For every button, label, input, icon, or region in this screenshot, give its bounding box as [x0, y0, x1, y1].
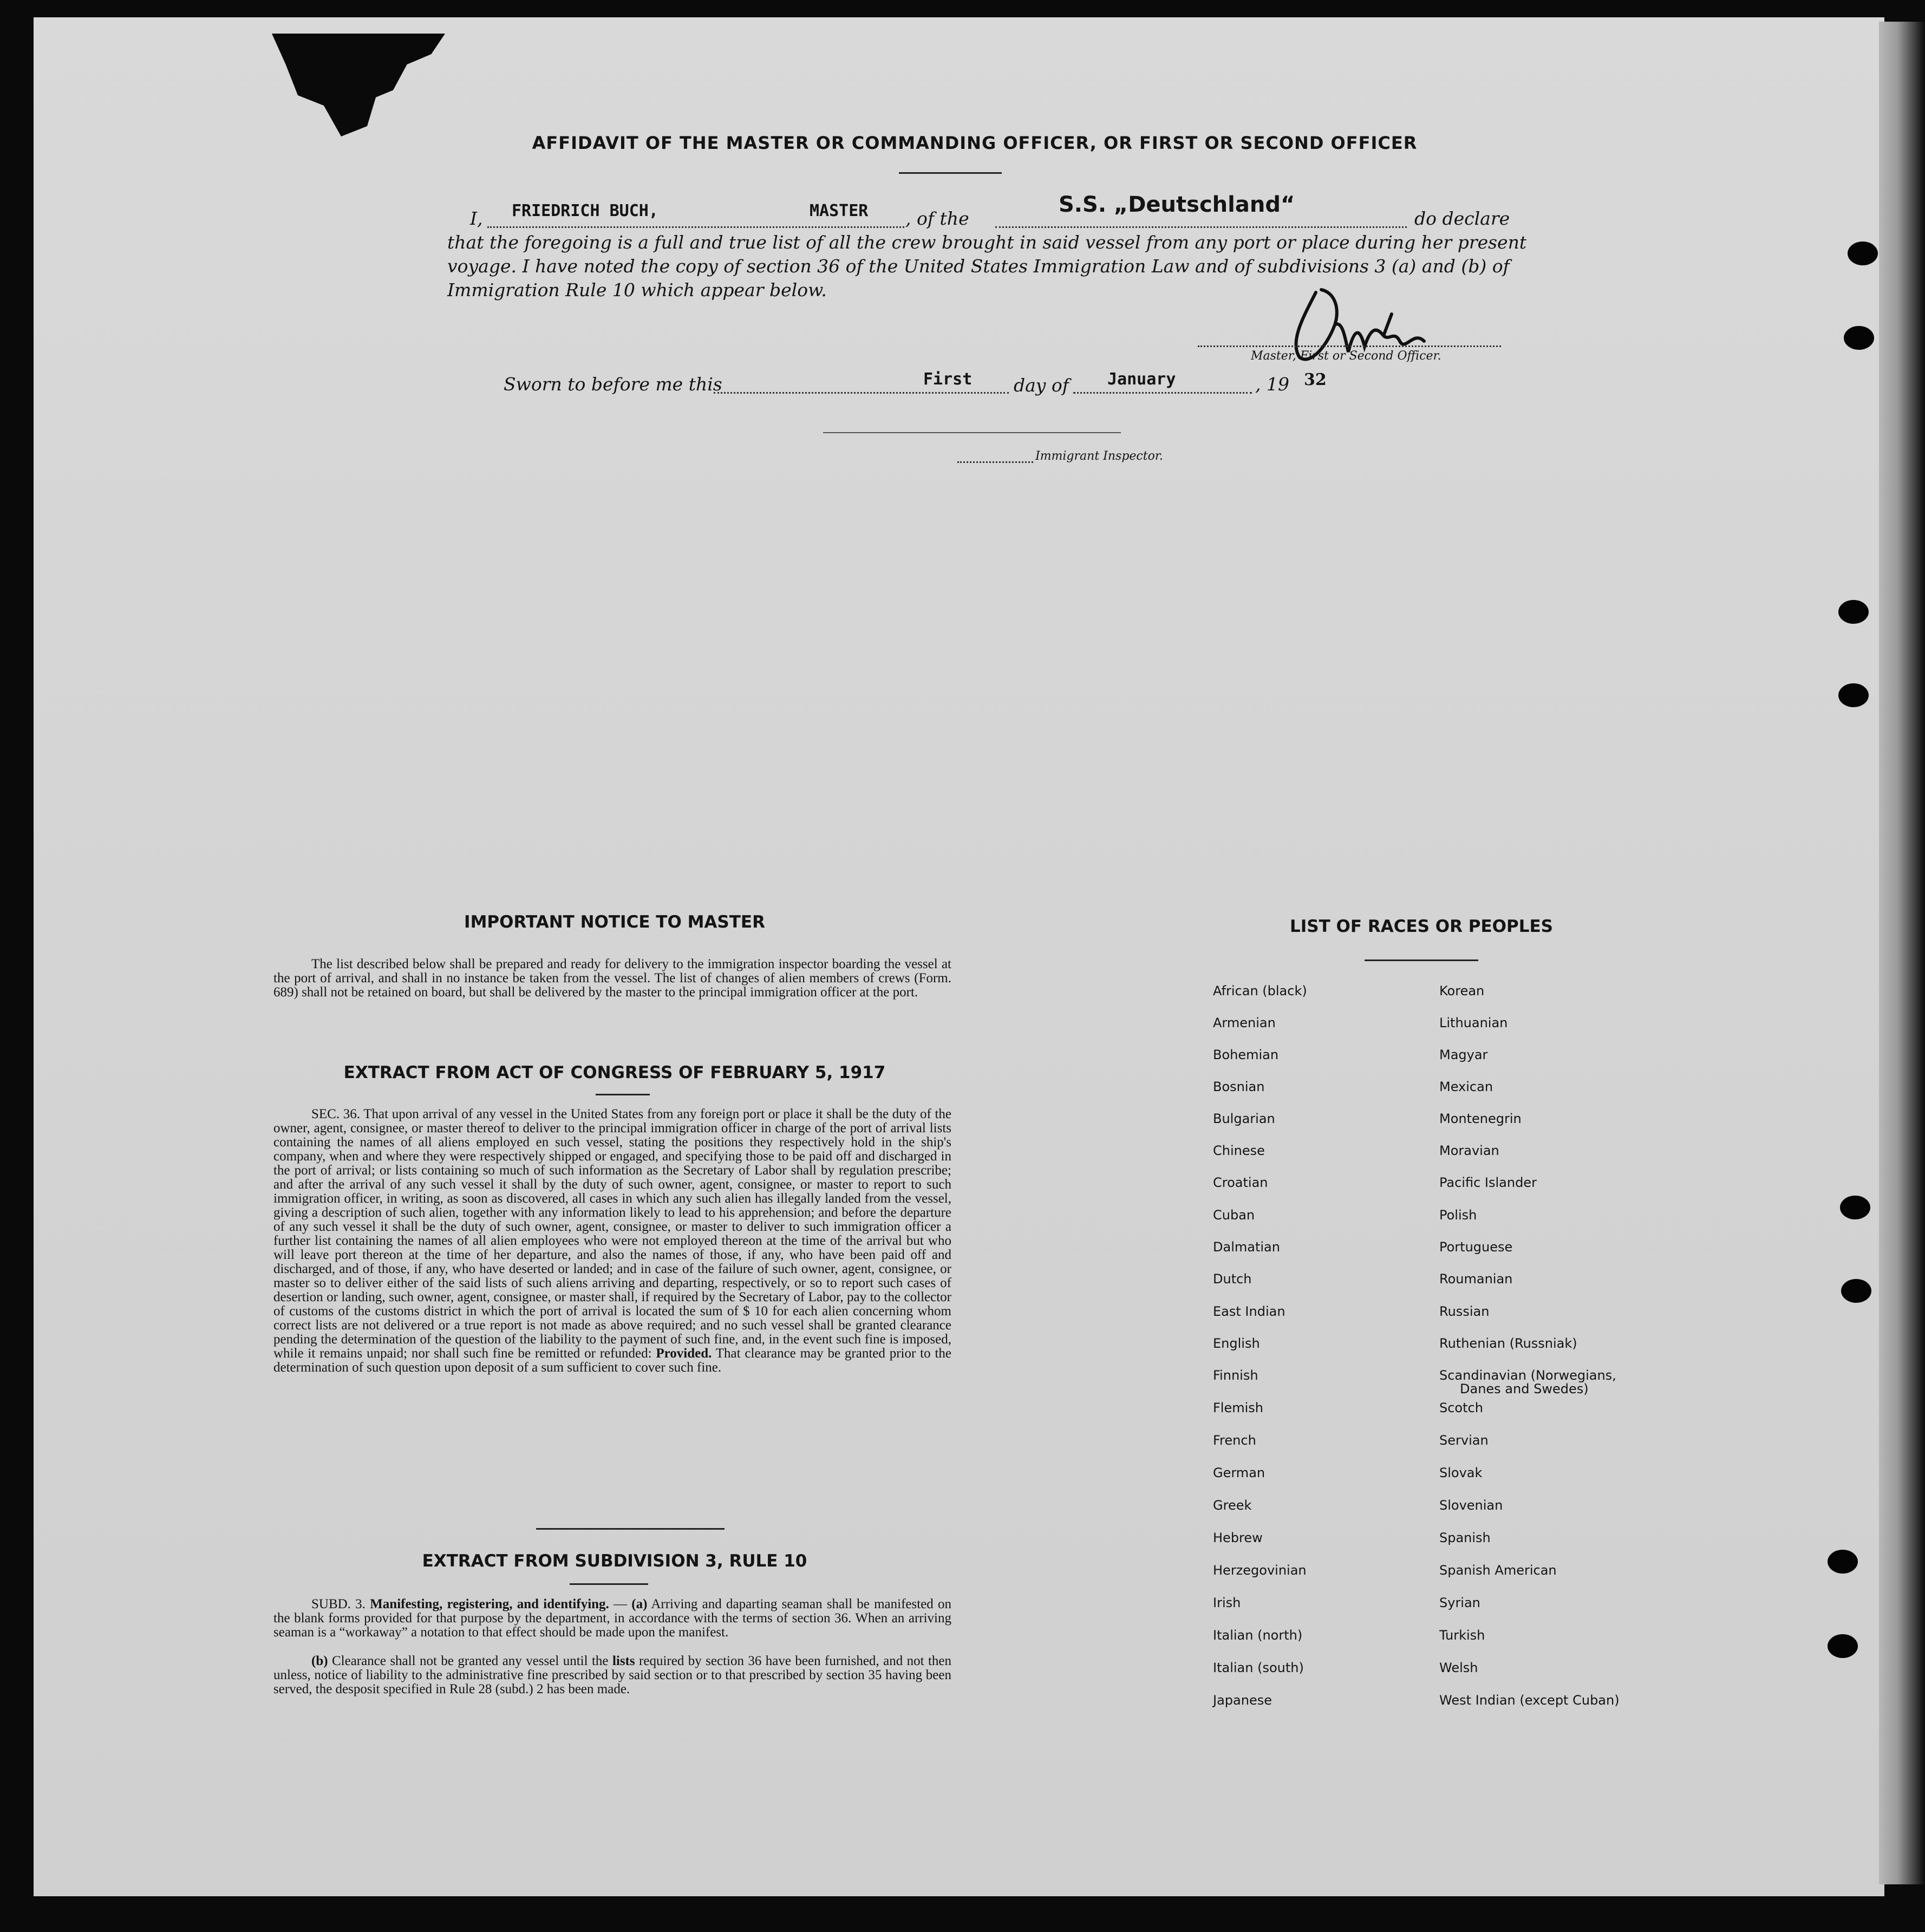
act-body [273, 1107, 951, 1375]
race-item: Polish [1439, 1208, 1477, 1223]
race-item: West Indian (except Cuban) [1439, 1693, 1620, 1708]
day-of-label: day of [1014, 375, 1069, 396]
race-item: Finnish [1213, 1368, 1258, 1383]
punch-hole [1838, 683, 1869, 707]
rule-a-text: Arriving and daparting seaman shall be manifested on the blank forms provided for that purpose by the department, in accordance with the terms of section 36. When an arriving seaman is a “workaway” a notation to that effect should be made upon the manifest. [273, 1597, 952, 1640]
race-item: Korean [1439, 983, 1485, 998]
race-item: English [1213, 1336, 1260, 1351]
notice-body: The list described below shall be prepared and ready for delivery to the immigration inspector boarding the vessel at the port of arrival, and shall in no instance be taken from the vessel. The list of changes of alien members of crews (Form. 689) shall not be retained on board, but shall be delivered by the master to the principal immigration officer at the port. [273, 957, 951, 1000]
race-item: Lithuanian [1439, 1015, 1508, 1030]
year-prefix: , 19 [1255, 374, 1289, 395]
race-item: African (black) [1213, 983, 1307, 998]
race-item: Slovenian [1439, 1498, 1503, 1513]
rule-subd-a [273, 1597, 951, 1640]
year-suffix: 32 [1304, 370, 1327, 389]
race-item: Italian (north) [1213, 1628, 1303, 1643]
master-name: FRIEDRICH BUCH, [512, 201, 658, 220]
vessel-field-line [995, 226, 1407, 228]
race-item: Syrian [1439, 1595, 1480, 1610]
race-item: Ruthenian (Russniak) [1439, 1336, 1577, 1351]
torn-corner [272, 34, 445, 136]
divider [570, 1583, 648, 1585]
punch-hole [1828, 1634, 1858, 1658]
race-item: French [1213, 1433, 1256, 1448]
race-item: Bosnian [1213, 1079, 1265, 1094]
race-item: Portuguese [1439, 1239, 1513, 1255]
vessel-name: S.S. „Deutschland“ [1059, 192, 1295, 217]
declaration-line-2: that the foregoing is a full and true list of all the crew brought in said vessel from any port or place during her present [447, 232, 1527, 253]
race-item: Dalmatian [1213, 1239, 1280, 1255]
race-item: Japanese [1213, 1693, 1272, 1708]
race-item: Scotch [1439, 1400, 1483, 1415]
divider [899, 172, 1002, 174]
race-item: Bulgarian [1213, 1111, 1275, 1126]
divider [536, 1528, 725, 1530]
rule-a-label: (a) [631, 1597, 648, 1611]
race-item: Cuban [1213, 1208, 1255, 1223]
race-item: Moravian [1439, 1143, 1499, 1158]
do-declare-label: do declare [1414, 208, 1510, 229]
act-title: EXTRACT FROM ACT OF CONGRESS OF FEBRUARY 5, 1917 [343, 1063, 886, 1082]
race-item: Armenian [1213, 1015, 1276, 1030]
rule-subd-b [273, 1654, 951, 1696]
inspector-sign-line [823, 432, 1121, 433]
race-item: Herzegovinian [1213, 1563, 1307, 1578]
notice-title: IMPORTANT NOTICE TO MASTER [464, 912, 765, 932]
races-left-column [1213, 983, 1430, 1720]
race-item: Dutch [1213, 1271, 1252, 1287]
race-item: Croatian [1213, 1175, 1268, 1190]
day-field-line [714, 392, 1009, 394]
inspector-caption: Immigrant Inspector. [1035, 449, 1163, 463]
divider [1365, 960, 1478, 961]
act-provided: Provided. [656, 1346, 712, 1361]
race-item: East Indian [1213, 1304, 1285, 1319]
rule-b-text-2: required by section 36 have been furnished, and not then unless, notice of liability to the administrative fine prescribed by said section or to that prescribed by section 35 having been served, the desposit specified in Rule 28 (subd.) 2 has been made. [273, 1654, 952, 1696]
master-rank: MASTER [810, 201, 869, 220]
rule-subd-label: SUBD. 3. [311, 1597, 366, 1611]
race-item: Spanish [1439, 1530, 1491, 1545]
races-title: LIST OF RACES OR PEOPLES [1289, 917, 1554, 936]
race-item: Flemish [1213, 1400, 1263, 1415]
race-item: Greek [1213, 1498, 1252, 1513]
act-body-main: SEC. 36. That upon arrival of any vessel in the United States from any foreign port or place it shall be the duty of the owner, agent, consignee, or master thereof to deliver to the principal immigration officer in charge of the port of arrival lists containing the names of all aliens employed en such vessel, stating the positions they respectively hold in the ship's company, when and where they were respectively shipped or engaged, and specifying those to be paid off and discharged in the port of arrival; or lists containing so much of such information as the Secretary of Labor shall by regulation prescribe; and after the arrival of any such vessel it shall by the duty of such owner, agent, consignee, or master to report to such immigration officer, in writing, as soon as discovered, all cases in which any such alien has illegally landed from the vessel, giving a description of such alien, together with any information likely to lead to his apprehension; and before the departure of any such vessel it shall be the duty of such owner, agent, consignee, or master to deliver to such immigration officer a further list containing the names of all alien employees who were not employed thereon at the time of the arrival but who will leave port thereon at the time of her departure, and also the names of those, if any, who have been paid off and discharged, and of those, if any, who have deserted or landed; and in case of the failure of such owner, agent, consignee, or master so to deliver either of the said lists of such aliens arriving and departing, respectively, or so to report such cases of desertion or landing, such owner, agent, consignee, or master shall, if required by the Secretary of Labor, pay to the collector of customs of the customs district in which the port of arrival is located the sum of $ 10 for each alien concerning whom correct lists are not delivered or a true report is not made as above required; and no such vessel shall be granted clearance pending the determination of the question of the liability to the payment of such fine, and, in the event such fine is imposed, while it remains unpaid; nor shall such fine be remitted or refunded: [273, 1107, 951, 1361]
race-item: Chinese [1213, 1143, 1265, 1158]
rule-title: EXTRACT FROM SUBDIVISION 3, RULE 10 [422, 1551, 807, 1571]
rule-b-text-1: Clearance shall not be granted any vessel until the [331, 1654, 609, 1668]
race-item: Slovak [1439, 1465, 1483, 1480]
sworn-month: January [1107, 370, 1176, 389]
declaration-line-4: Immigration Rule 10 which appear below. [447, 279, 827, 301]
punch-hole [1840, 1196, 1870, 1219]
punch-hole [1838, 600, 1869, 624]
race-item-continuation: Danes and Swedes) [1460, 1381, 1589, 1396]
race-item: Magyar [1439, 1047, 1488, 1062]
declaration-line-3: voyage. I have noted the copy of section 36 of the United States Immigration Law and of subdivisions 3 (a) and (b) of [447, 256, 1510, 277]
rule-b-label: (b) [311, 1654, 328, 1668]
race-item: Italian (south) [1213, 1660, 1304, 1675]
affidavit-title: AFFIDAVIT OF THE MASTER OR COMMANDING OFFICER, OR FIRST OR SECOND OFFICER [532, 133, 1418, 153]
race-item: Irish [1213, 1595, 1241, 1610]
punch-hole [1841, 1279, 1871, 1303]
punch-hole [1828, 1550, 1858, 1574]
declarant-intro: I, [470, 208, 483, 229]
race-item: Montenegrin [1439, 1111, 1522, 1126]
rule-b-lists: lists [612, 1654, 635, 1668]
signature-line [1198, 345, 1501, 347]
race-item: Roumanian [1439, 1271, 1513, 1287]
race-item: German [1213, 1465, 1265, 1480]
divider [596, 1094, 650, 1095]
act-body-end: That clearance may be granted prior to the determination of such question upon deposit of a sum sufficient to cover such fine. [273, 1346, 951, 1375]
race-item: Russian [1439, 1304, 1490, 1319]
race-item: Pacific Islander [1439, 1175, 1537, 1190]
rule-dash: — [609, 1597, 632, 1611]
punch-hole [1844, 326, 1874, 350]
month-field-line [1073, 392, 1252, 394]
race-item: Bohemian [1213, 1047, 1279, 1062]
race-item: Hebrew [1213, 1530, 1263, 1545]
race-item: Welsh [1439, 1660, 1478, 1675]
signature-caption: Master, First or Second Officer. [1251, 349, 1441, 363]
race-item: Scandinavian (Norwegians, [1439, 1368, 1616, 1383]
punch-hole [1848, 241, 1878, 265]
inspector-dotline [957, 461, 1033, 463]
races-right-column [1439, 983, 1667, 1720]
rule-heading: Manifesting, registering, and identifying. [370, 1597, 609, 1611]
sworn-day: First [923, 370, 973, 389]
of-the-label: , of the [905, 208, 969, 229]
race-item: Spanish American [1439, 1563, 1557, 1578]
race-item: Turkish [1439, 1628, 1485, 1643]
race-item: Servian [1439, 1433, 1489, 1448]
sworn-prefix: Sworn to before me this [504, 374, 722, 395]
name-field-line [487, 226, 904, 228]
scan-edge [1879, 22, 1925, 1884]
race-item: Mexican [1439, 1079, 1493, 1094]
